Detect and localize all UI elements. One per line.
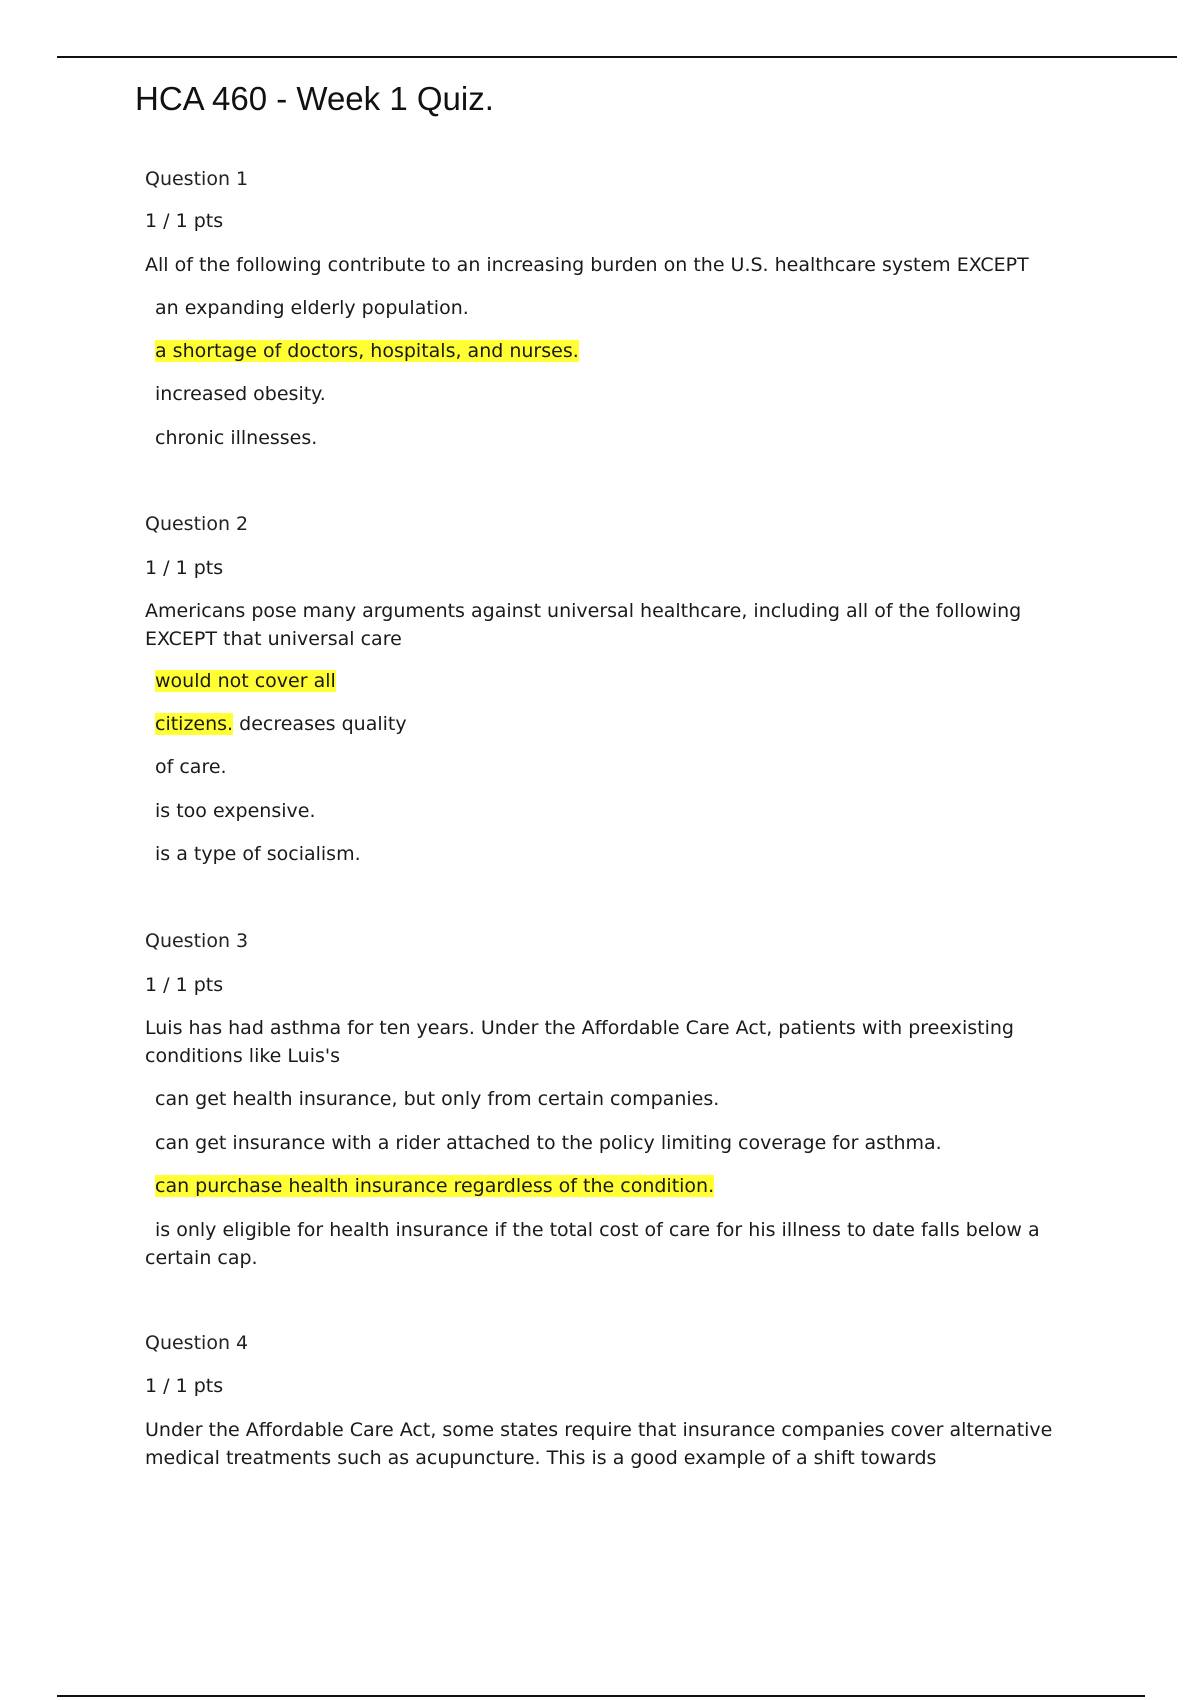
- question-1-label: Question 1: [145, 168, 249, 190]
- question-1-points: 1 / 1 pts: [145, 210, 224, 232]
- top-rule: [57, 56, 1177, 58]
- question-2-line-2: [155, 710, 407, 738]
- question-2-prompt: Americans pose many arguments against universal healthcare, including all of the following EXCEPT that universal care: [145, 600, 1022, 650]
- question-3-option-1: can get health insurance, but only from certain companies.: [155, 1088, 720, 1110]
- question-3-prompt: Luis has had asthma for ten years. Under the Affordable Care Act, patients with preexisting conditions like Luis's: [145, 1017, 1014, 1067]
- question-3-option-3: [155, 1172, 714, 1200]
- question-2-line-4: is too expensive.: [155, 800, 316, 822]
- question-2-line-1: [155, 667, 336, 695]
- question-3-option-4: is only eligible for health insurance if the total cost of care for his illness to date falls below a certain cap.: [145, 1219, 1040, 1269]
- bottom-rule: [57, 1695, 1145, 1697]
- question-1-option-3: increased obesity.: [155, 383, 326, 405]
- question-2-points: 1 / 1 pts: [145, 557, 224, 579]
- highlighted-answer: a shortage of doctors, hospitals, and nurses.: [155, 340, 579, 362]
- document-title: HCA 460 - Week 1 Quiz.: [135, 80, 494, 117]
- question-4-prompt: Under the Affordable Care Act, some states require that insurance companies cover alternative medical treatments such as acupuncture. This is a good example of a shift towards: [145, 1419, 1053, 1469]
- question-4-label: Question 4: [145, 1332, 249, 1354]
- question-2-label: Question 2: [145, 513, 249, 535]
- question-1-option-1: an expanding elderly population.: [155, 297, 469, 319]
- highlighted-answer: citizens.: [155, 713, 234, 735]
- question-3-option-2: can get insurance with a rider attached to the policy limiting coverage for asthma.: [155, 1132, 942, 1154]
- highlighted-answer: would not cover all: [155, 670, 336, 692]
- question-4-points: 1 / 1 pts: [145, 1375, 224, 1397]
- option-text: decreases quality: [233, 713, 407, 735]
- question-3-points: 1 / 1 pts: [145, 974, 224, 996]
- question-1-option-4: chronic illnesses.: [155, 427, 318, 449]
- question-1-option-2: [155, 337, 579, 365]
- highlighted-answer: can purchase health insurance regardless of the condition.: [155, 1175, 715, 1197]
- question-3-label: Question 3: [145, 930, 249, 952]
- question-2-line-5: is a type of socialism.: [155, 843, 361, 865]
- question-2-line-3: of care.: [155, 756, 227, 778]
- question-1-prompt: All of the following contribute to an increasing burden on the U.S. healthcare system EXCEPT: [145, 254, 1029, 276]
